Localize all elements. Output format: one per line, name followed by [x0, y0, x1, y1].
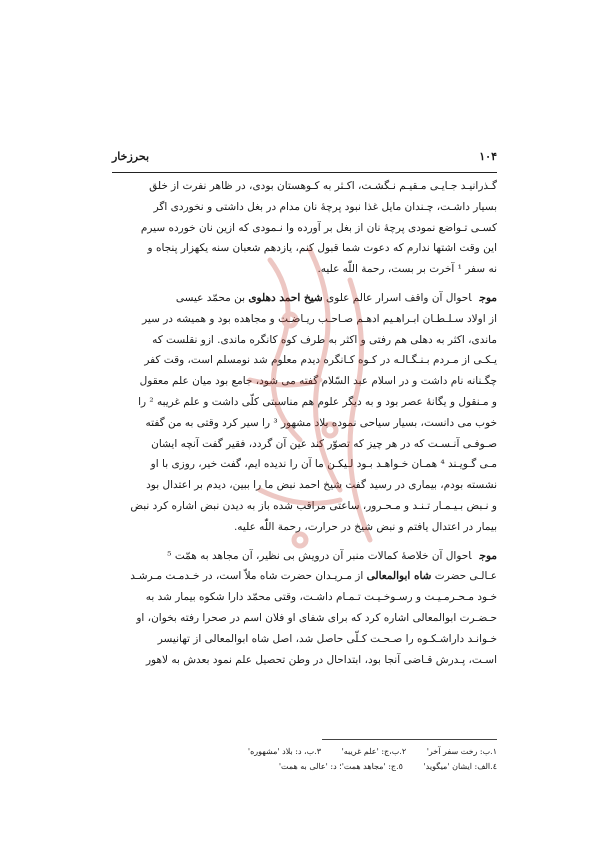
text-fragment: احوال آن واقف اسرار عالم علوی	[322, 291, 472, 304]
running-header	[112, 150, 497, 168]
text-line: از اولاد سـلـطـان ابـراهـیم ادهـم صـاحـب ریـاضـت و مجاهده بود و همیشه در سیر	[142, 312, 497, 325]
header-rule	[112, 172, 497, 173]
text-line: چگـنانه نام داشت و در اسلام عبد السّلام گفته می شود، جامع بود میان علم معقول	[139, 375, 497, 388]
text-line: نه سفر ¹ آخرت بر بست، رحمة اللّٰه علیه.	[317, 263, 497, 276]
text-line: کسـی تـواضع نمودی پرچهٔ نان از بغل بر آورده وا نـمودی که ازین نان خورده سیرم	[140, 221, 497, 234]
footnote-rule	[322, 739, 497, 740]
text-line: حـضـرت ابوالمعالی اشاره کرد که برای شفای او فلان اسم در صحرا رفته بخوان، او	[136, 611, 497, 624]
text-fragment: عـالـی حضرت	[431, 570, 497, 583]
text-line: خوب می دانست، بسیار سیاحی نموده بلاد مشهور ³ را سیر کرد وقتی به من گفته	[145, 416, 497, 429]
section-marker: موج	[479, 291, 497, 304]
text-line: بسیار داشـت، چـندان مایل غذا نبود پرچهٔ نان مدام در بغل داشتی و نخوردی اگر	[153, 200, 497, 213]
footnotes	[112, 744, 497, 774]
text-line: مـی گـویـند ⁴ همـان خـواهـد بـود لـیکـن ما آن را ندیده ایم، گفت خیر، روزی با او	[150, 458, 497, 471]
text-line	[112, 566, 497, 587]
main-text	[112, 176, 497, 670]
footnote: ٤.الف: ایشان 'میگوید'	[423, 762, 497, 771]
text-line: ماندی، اکثر به دهلی هم رفتی و اکثر به طرف کوه کانگره ماندی. ازو نقلست که	[152, 333, 497, 346]
text-line: نشسته بودم، بیماری در رسید گفت شیخ احمد نبض ما را ببین، دیدم بر اعتدال بود	[146, 479, 497, 492]
text-line: و نـبض بـیـمـار تـنـد و مـحـرور، ساعتی مراقب شده باز به دیدن نبض اشاره کرد نبض	[130, 499, 497, 512]
text-line: بیمار در اعتدال یافتم و نبض شیخ در حرارت، رحمة اللّٰه علیه.	[233, 520, 497, 533]
paragraph-3	[112, 546, 497, 671]
text-line: یـکـی از مـردم بـنـگـالـه در کـوه کـانگره دیدم معلوم شد نومسلم است، وقت کفر	[144, 354, 497, 367]
text-line: اسـت، پـدرش قـاضی آنجا بود، ابتداحال در وطن تحصیل علم نمود بعدش به لاهور	[145, 653, 497, 666]
text-line: و مـنقول و یگانهٔ عصر بود و به دیگر علوم هم مناسبتی کلّی داشت و علم غریبه ² را	[138, 395, 497, 408]
text-line: این وقت اشتها ندارم که دعوت شما قبول کنم، یازدهم شعبان سنه یکهزار پنجاه و	[147, 242, 497, 255]
person-name: شاه ابوالمعالی	[366, 570, 432, 583]
person-name: شیخ احمد دهلوی	[248, 291, 323, 304]
section-marker: موج	[479, 549, 497, 562]
footnote: ۱.ب: رخت سفر آخر'	[426, 747, 497, 756]
text-line	[112, 288, 497, 309]
text-line: خـود مـحـرمـیـت و رسـوخـیـت تـمـام داشـت، وقتی محمّد دارا شکوه بیمار شد به	[145, 591, 497, 604]
footnote: ٥.ج: 'مجاهد همت'؛ د: 'عالی به همت'	[278, 762, 403, 771]
text-line: گـذرانیـد جـایـی مـقیـم نـگشـت، اکـثر به کـوهستان بودی، در ظاهر نفرت از خلق	[149, 180, 497, 192]
paragraph-2	[112, 288, 497, 538]
footnote: ۲.ب،ج: 'علم غریبه'	[341, 747, 407, 756]
paragraph-1	[112, 176, 497, 280]
text-line: خـوانـد داراشـکـوه را صـحـت کـلّی حاصل شد، اصل شاه ابوالمعالی از تهانیسر	[157, 632, 497, 645]
text-fragment: از مـریـدان حضرت شاه ملاّ است، در خـدمـت مـرشـد	[130, 570, 367, 583]
text-fragment: بن محمّد عیسی	[175, 291, 249, 304]
footnote-line	[112, 759, 497, 774]
footnote: ۳.ب، د: بلاد 'مشهوره'	[247, 747, 322, 756]
text-line: صـوفـی آنـسـت که در هر چیز که تصوّر کند عین آن گردد، فقیر گفت آنچه ایشان	[151, 437, 497, 450]
text-fragment: احوال آن خلاصهٔ کمالات منبر آن درویش بی نظیر، آن مجاهد به همّت ⁵	[167, 549, 472, 562]
footnote-line	[112, 744, 497, 759]
text-line	[112, 546, 497, 567]
page-number: ۱۰۴	[479, 150, 497, 163]
running-title: بحرزخار	[112, 150, 150, 163]
